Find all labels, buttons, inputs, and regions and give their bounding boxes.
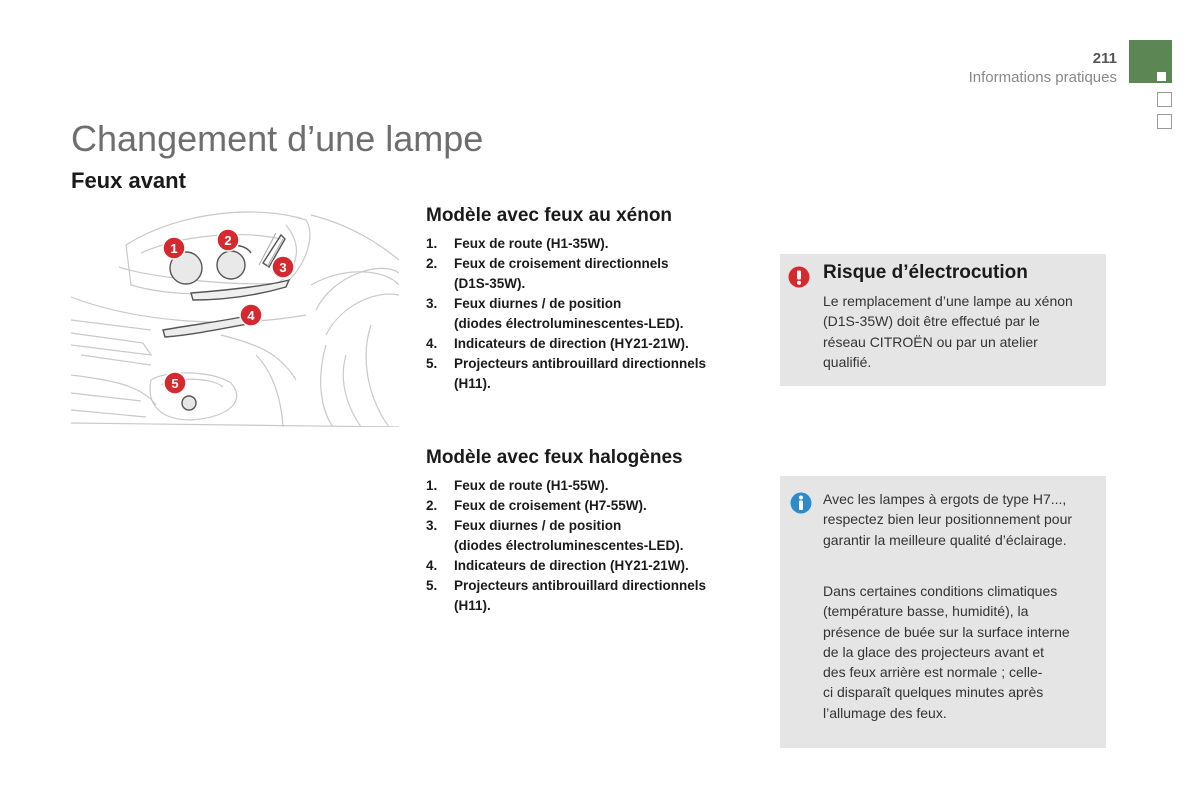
warning-title: Risque d’électrocution xyxy=(823,262,1028,283)
info-text-2: Dans certaines conditions climatiques (température basse, humidité), la présence de buée sur la surface interne de la glace des projecteurs avant et des feux arrière est normale ; celle- ci disparaît quelques minutes après l’allumage des feux. xyxy=(823,583,1070,721)
warning-panel xyxy=(780,254,1106,386)
chapter-tab-box xyxy=(1157,114,1172,129)
list-item: 3. Feux diurnes / de position (diodes électroluminescentes-LED). xyxy=(426,296,684,331)
halogen-bulb-list xyxy=(426,476,766,616)
chapter-tab-box xyxy=(1157,92,1172,107)
marker-4: 4 xyxy=(247,308,255,323)
section-subtitle: Feux avant xyxy=(71,168,186,193)
warning-icon xyxy=(788,266,810,288)
list-item: 1. Feux de route (H1-35W). xyxy=(426,236,609,251)
marker-5: 5 xyxy=(171,376,179,391)
chapter-tab-marker xyxy=(1157,72,1166,81)
list-item: 2. Feux de croisement directionnels (D1S-35W). xyxy=(426,256,669,291)
warning-text: Le remplacement d’une lampe au xénon (D1S-35W) doit être effectué par le réseau CITROËN ou par un atelier qualifié. xyxy=(823,293,1073,370)
list-item: 2. Feux de croisement (H7-55W). xyxy=(426,498,647,513)
marker-3: 3 xyxy=(279,260,287,275)
marker-1: 1 xyxy=(170,241,178,256)
list-item: 5. Projecteurs antibrouillard directionnels (H11). xyxy=(426,356,707,391)
xenon-bulb-list xyxy=(426,234,766,394)
section-label: Informations pratiques xyxy=(968,69,1117,86)
xenon-heading: Modèle avec feux au xénon xyxy=(426,205,673,226)
halogen-heading: Modèle avec feux halogènes xyxy=(426,447,683,468)
page-title: Changement d’une lampe xyxy=(71,118,484,159)
info-text-1: Avec les lampes à ergots de type H7..., respectez bien leur positionnement pour garantir la meilleure qualité d’éclairage. xyxy=(823,491,1073,548)
list-item: 4. Indicateurs de direction (HY21-21W). xyxy=(426,558,689,573)
chapter-tab xyxy=(1129,40,1172,83)
info-panel xyxy=(780,476,1106,748)
info-icon xyxy=(790,492,812,514)
list-item: 4. Indicateurs de direction (HY21-21W). xyxy=(426,336,689,351)
list-item: 3. Feux diurnes / de position (diodes électroluminescentes-LED). xyxy=(426,518,684,553)
marker-2: 2 xyxy=(224,233,232,248)
page-number: 211 xyxy=(1092,50,1117,67)
list-item: 1. Feux de route (H1-55W). xyxy=(426,478,609,493)
headlamp-illustration xyxy=(71,205,399,427)
list-item: 5. Projecteurs antibrouillard directionnels (H11). xyxy=(426,578,707,613)
